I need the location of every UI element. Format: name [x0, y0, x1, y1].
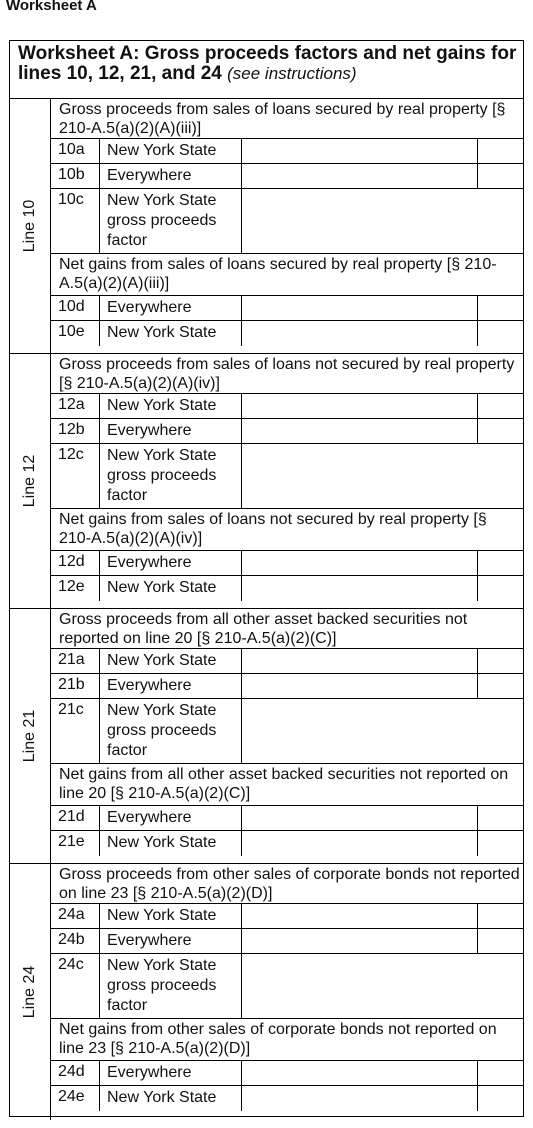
- amount-extra-field[interactable]: [478, 649, 523, 673]
- gross-proceeds-description: Gross proceeds from sales of loans secured by real property [§ 210-A.5(a)(2)(A)(iii)]: [51, 99, 523, 139]
- amount-extra-field[interactable]: [478, 419, 523, 443]
- table-row: [51, 576, 523, 601]
- group-rows: [51, 99, 523, 353]
- line-number: 21a: [51, 649, 100, 673]
- amount-field[interactable]: [242, 321, 478, 346]
- table-row: [51, 904, 523, 929]
- amount-extra-field[interactable]: [478, 674, 523, 698]
- factor-field[interactable]: [242, 444, 523, 508]
- net-gains-description: Net gains from all other asset backed securities not reported on line 20 [§ 210-A.5(a)(2)(C)]: [51, 764, 523, 806]
- amount-field[interactable]: [242, 394, 478, 418]
- amount-field[interactable]: [242, 649, 478, 673]
- table-row: [51, 164, 523, 189]
- amount-field[interactable]: [242, 904, 478, 928]
- line-label: Everywhere: [100, 296, 242, 320]
- factor-field[interactable]: [242, 954, 523, 1018]
- line-label: New York State gross proceeds factor: [100, 444, 242, 508]
- amount-field[interactable]: [242, 1061, 478, 1085]
- line-label: New York State: [100, 649, 242, 673]
- line-number: 12b: [51, 419, 100, 443]
- factor-field[interactable]: [242, 699, 523, 763]
- amount-extra-field[interactable]: [478, 904, 523, 928]
- line-number: 10d: [51, 296, 100, 320]
- amount-extra-field[interactable]: [478, 139, 523, 163]
- amount-extra-field[interactable]: [478, 1061, 523, 1085]
- amount-extra-field[interactable]: [478, 296, 523, 320]
- amount-field[interactable]: [242, 831, 478, 856]
- line-group: [10, 609, 523, 864]
- amount-extra-field[interactable]: [478, 831, 523, 856]
- line-label: New York State: [100, 321, 242, 346]
- side-label-text: Line 12: [21, 454, 38, 508]
- table-row: [51, 139, 523, 164]
- side-label-text: Line 10: [21, 199, 38, 253]
- amount-field[interactable]: [242, 139, 478, 163]
- amount-extra-field[interactable]: [478, 164, 523, 188]
- table-row: [51, 321, 523, 346]
- gross-proceeds-description: Gross proceeds from sales of loans not secured by real property [§ 210-A.5(a)(2)(A)(iv)]: [51, 354, 523, 394]
- net-gains-description: Net gains from sales of loans secured by real property [§ 210-A.5(a)(2)(A)(iii)]: [51, 254, 523, 296]
- line-label: Everywhere: [100, 164, 242, 188]
- table-row: [51, 954, 523, 1019]
- table-row: [51, 394, 523, 419]
- line-number: 10b: [51, 164, 100, 188]
- line-label: New York State gross proceeds factor: [100, 699, 242, 763]
- table-row: [51, 806, 523, 831]
- line-label: New York State: [100, 576, 242, 601]
- line-number: 12a: [51, 394, 100, 418]
- group-side-label: [10, 609, 51, 863]
- group-side-label: [10, 99, 51, 353]
- amount-extra-field[interactable]: [478, 551, 523, 575]
- line-label: Everywhere: [100, 551, 242, 575]
- worksheet-title-text: Worksheet A: Gross proceeds factors and net gains for lines 10, 12, 21, and 24: [18, 43, 517, 84]
- line-group: [10, 354, 523, 609]
- line-label: Everywhere: [100, 806, 242, 830]
- line-label: New York State: [100, 831, 242, 856]
- table-row: [51, 296, 523, 321]
- line-label: New York State: [100, 394, 242, 418]
- table-row: [51, 444, 523, 509]
- table-row: [51, 1086, 523, 1111]
- line-label: New York State: [100, 139, 242, 163]
- amount-field[interactable]: [242, 164, 478, 188]
- table-row: [51, 419, 523, 444]
- line-number: 21e: [51, 831, 100, 856]
- line-number: 10c: [51, 189, 100, 253]
- worksheet-table: [9, 40, 524, 1117]
- line-number: 10e: [51, 321, 100, 346]
- table-row: [51, 929, 523, 954]
- gross-proceeds-description: Gross proceeds from other sales of corporate bonds not reported on line 23 [§ 210-A.5(a)(2)(D)]: [51, 864, 523, 904]
- line-label: Everywhere: [100, 419, 242, 443]
- amount-extra-field[interactable]: [478, 576, 523, 601]
- line-group: [10, 864, 523, 1120]
- line-number: 24d: [51, 1061, 100, 1085]
- line-number: 21c: [51, 699, 100, 763]
- amount-extra-field[interactable]: [478, 806, 523, 830]
- line-label: New York State gross proceeds factor: [100, 954, 242, 1018]
- factor-field[interactable]: [242, 189, 523, 253]
- table-row: [51, 189, 523, 254]
- line-label: Everywhere: [100, 929, 242, 953]
- net-gains-description: Net gains from sales of loans not secured by real property [§ 210-A.5(a)(2)(A)(iv)]: [51, 509, 523, 551]
- group-side-label: [10, 864, 51, 1120]
- line-number: 12e: [51, 576, 100, 601]
- table-row: [51, 699, 523, 764]
- worksheet-title: [10, 41, 523, 99]
- line-group: [10, 99, 523, 354]
- page-label: Worksheet A: [6, 0, 97, 14]
- worksheet-title-note: (see instructions): [227, 64, 357, 83]
- net-gains-description: Net gains from other sales of corporate bonds not reported on line 23 [§ 210-A.5(a)(2)(D)]: [51, 1019, 523, 1061]
- amount-extra-field[interactable]: [478, 1086, 523, 1111]
- table-row: [51, 831, 523, 856]
- amount-field[interactable]: [242, 296, 478, 320]
- group-side-label: [10, 354, 51, 608]
- amount-field[interactable]: [242, 1086, 478, 1111]
- line-number: 24e: [51, 1086, 100, 1111]
- amount-field[interactable]: [242, 576, 478, 601]
- line-label: New York State: [100, 1086, 242, 1111]
- group-rows: [51, 354, 523, 608]
- line-number: 10a: [51, 139, 100, 163]
- line-label: Everywhere: [100, 1061, 242, 1085]
- line-number: 21d: [51, 806, 100, 830]
- group-rows: [51, 864, 523, 1120]
- line-label: New York State: [100, 904, 242, 928]
- table-row: [51, 1061, 523, 1086]
- group-rows: [51, 609, 523, 863]
- amount-extra-field[interactable]: [478, 929, 523, 953]
- amount-extra-field[interactable]: [478, 321, 523, 346]
- side-label-text: Line 24: [21, 965, 38, 1019]
- line-number: 21b: [51, 674, 100, 698]
- amount-field[interactable]: [242, 806, 478, 830]
- amount-field[interactable]: [242, 929, 478, 953]
- amount-extra-field[interactable]: [478, 394, 523, 418]
- line-label: Everywhere: [100, 674, 242, 698]
- line-number: 24b: [51, 929, 100, 953]
- amount-field[interactable]: [242, 674, 478, 698]
- line-number: 24a: [51, 904, 100, 928]
- line-number: 12c: [51, 444, 100, 508]
- line-label: New York State gross proceeds factor: [100, 189, 242, 253]
- line-number: 12d: [51, 551, 100, 575]
- amount-field[interactable]: [242, 419, 478, 443]
- amount-field[interactable]: [242, 551, 478, 575]
- table-row: [51, 649, 523, 674]
- table-row: [51, 551, 523, 576]
- gross-proceeds-description: Gross proceeds from all other asset backed securities not reported on line 20 [§ 210-A.5(a)(2)(C)]: [51, 609, 523, 649]
- side-label-text: Line 21: [21, 709, 38, 763]
- line-number: 24c: [51, 954, 100, 1018]
- table-row: [51, 674, 523, 699]
